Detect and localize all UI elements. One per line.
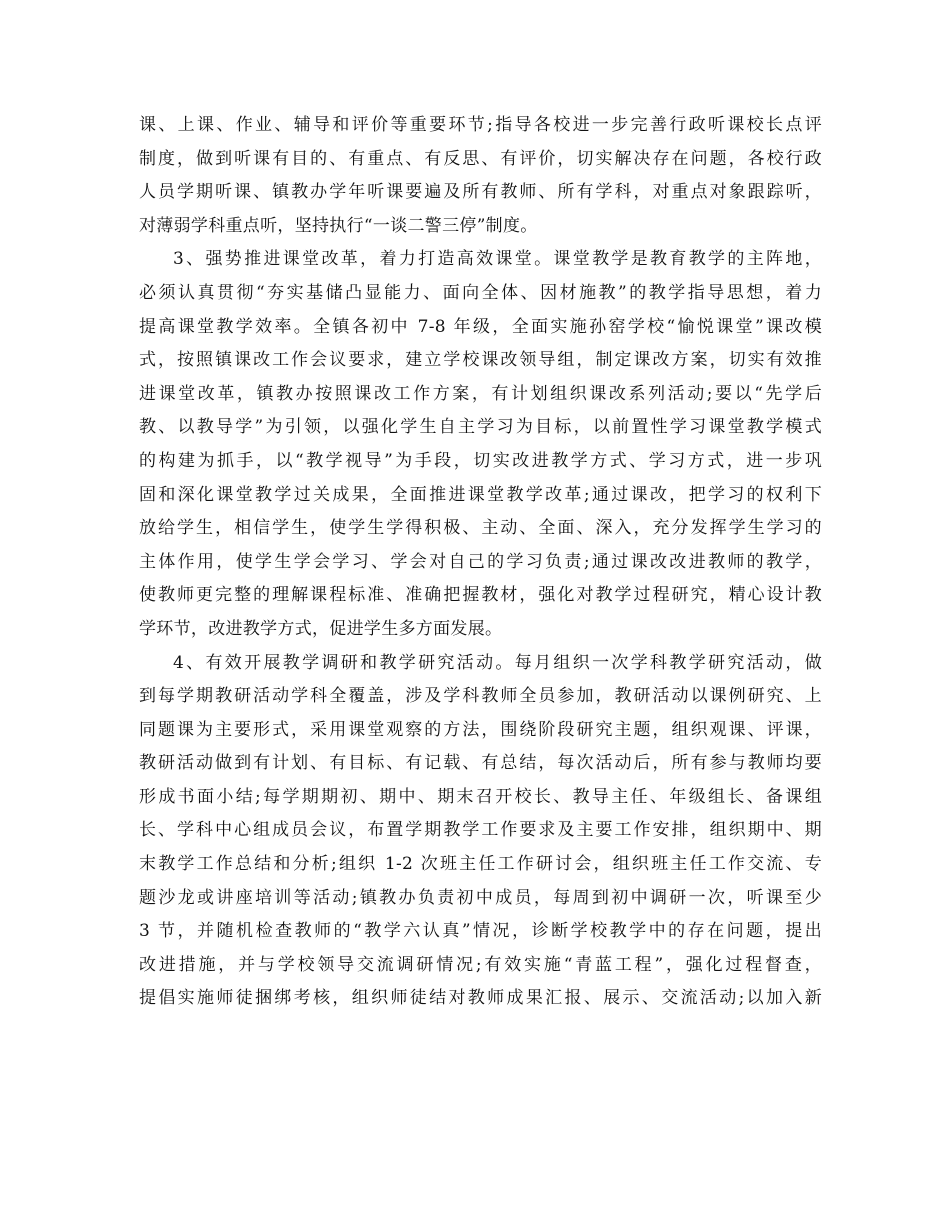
paragraph-1-line-1: 课、上课、作业、辅导和评价等重要环节;指导各校进一步完善行政听课校长点评	[139, 115, 822, 135]
paragraph-3-line-7: 末教学工作总结和分析;组织 1-2 次班主任工作研讨会，组织班主任工作交流、专	[139, 854, 822, 875]
paragraph-2-line-11: 使教师更完整的理解课程标准、准确把握教材，强化对教学过程研究，精心设计教	[139, 585, 822, 606]
paragraph-2-line-7: 的构建为抓手，以“教学视导”为手段，切实改进教学方式、学习方式，进一步巩	[139, 450, 822, 471]
paragraph-3-line-8: 题沙龙或讲座培训等活动;镇教办负责初中成员，每周到初中调研一次，听课至少	[139, 887, 822, 908]
paragraph-3-line-9: 3 节，并随机检查教师的“教学六认真”情况，诊断学校教学中的存在问题，提出	[139, 921, 822, 942]
paragraph-2-line-9: 放给学生，相信学生，使学生学得积极、主动、全面、深入，充分发挥学生学习的	[139, 518, 822, 539]
paragraph-2-line-6: 教、以教导学”为引领，以强化学生自主学习为目标，以前置性学习课堂教学模式	[139, 417, 822, 438]
paragraph-3-line-4: 教研活动做到有计划、有目标、有记载、有总结，每次活动后，所有参与教师均要	[139, 753, 822, 774]
paragraph-1-line-2: 制度，做到听课有目的、有重点、有反思、有评价，切实解决存在问题，各校行政	[139, 148, 822, 169]
paragraph-3-line-1: 4、有效开展教学调研和教学研究活动。每月组织一次学科教学研究活动，做	[173, 652, 822, 673]
paragraph-3-line-11: 提倡实施师徒捆绑考核，组织师徒结对教师成果汇报、展示、交流活动;以加入新	[139, 988, 822, 1009]
paragraph-2-line-10: 主体作用，使学生学会学习、学会对自己的学习负责;通过课改改进教师的教学，	[139, 551, 822, 572]
paragraph-2-line-2: 必须认真贯彻“夯实基储凸显能力、面向全体、因材施教”的教学指导思想，着力	[139, 282, 822, 303]
paragraph-2-line-3: 提高课堂教学效率。全镇各初中 7-8 年级，全面实施孙窑学校“愉悦课堂”课改模	[139, 316, 822, 337]
paragraph-2-line-5: 进课堂改革，镇教办按照课改工作方案，有计划组织课改系列活动;要以“先学后	[139, 383, 822, 404]
document-body	[139, 109, 822, 1016]
paragraph-2-line-1: 3、强势推进课堂改革，着力打造高效课堂。课堂教学是教育教学的主阵地，	[173, 249, 822, 270]
paragraph-2-line-12: 学环节，改进教学方式，促进学生多方面发展。	[139, 618, 503, 639]
paragraph-2-line-4: 式，按照镇课改工作会议要求，建立学校课改领导组，制定课改方案，切实有效推	[139, 350, 822, 371]
paragraph-2-line-8: 固和深化课堂教学过关成果，全面推进课堂教学改革;通过课改，把学习的权利下	[139, 484, 822, 505]
paragraph-1-line-4: 对薄弱学科重点听，坚持执行“一谈二警三停”制度。	[139, 215, 538, 236]
paragraph-3-line-3: 同题课为主要形式，采用课堂观察的方法，围绕阶段研究主题，组织观课、评课，	[139, 719, 822, 740]
paragraph-3-line-5: 形成书面小结;每学期期初、期中、期末召开校长、教导主任、年级组长、备课组	[139, 786, 822, 807]
paragraph-3-line-10: 改进措施，并与学校领导交流调研情况;有效实施“青蓝工程”，强化过程督查，	[139, 954, 822, 975]
paragraph-3-line-6: 长、学科中心组成员会议，布置学期教学工作要求及主要工作安排，组织期中、期	[139, 820, 822, 841]
paragraph-3-line-2: 到每学期教研活动学科全覆盖，涉及学科教师全员参加，教研活动以课例研究、上	[139, 686, 822, 707]
paragraph-1-line-3: 人员学期听课、镇教办学年听课要遍及所有教师、所有学科，对重点对象跟踪听，	[139, 182, 822, 203]
